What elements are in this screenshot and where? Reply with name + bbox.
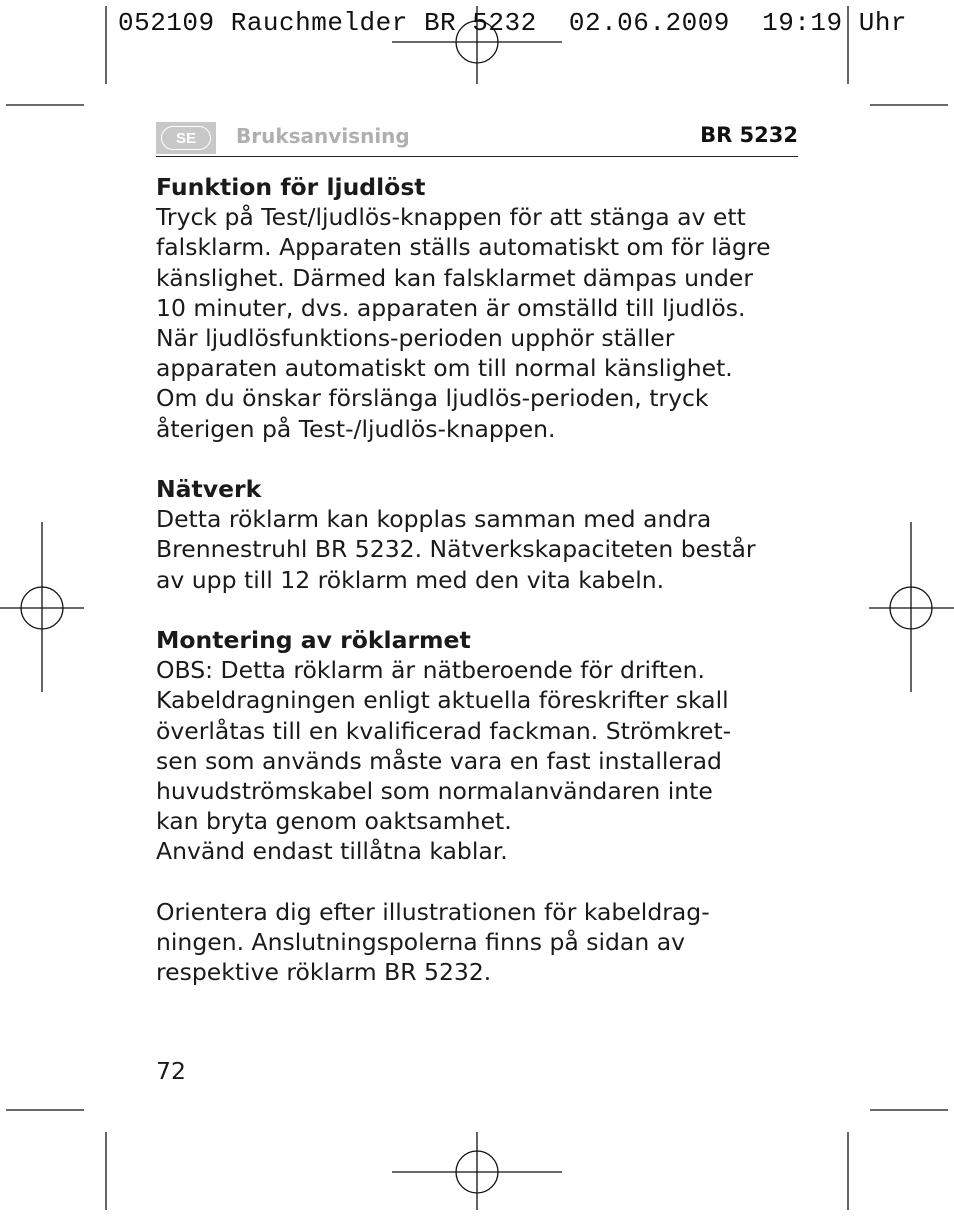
print-slug-line: 052109 Rauchmelder BR 5232 02.06.2009 19:19 Uhr — [118, 8, 908, 38]
text-line: Detta röklarm kan kopplas samman med andra — [156, 505, 712, 534]
language-code: SE — [161, 126, 211, 150]
section-heading: Montering av röklarmet — [156, 626, 471, 655]
text-line: respektive röklarm BR 5232. — [156, 958, 492, 987]
text-line: känslighet. Därmed kan falsklarmet dämpas under — [156, 263, 753, 292]
text-line: sen som används måste vara en fast installerad — [156, 746, 722, 775]
registration-mark-top — [392, 6, 562, 84]
text-line: ningen. Anslutningspolerna finns på sidan av — [156, 928, 686, 957]
text-line: av upp till 12 röklarm med den vita kabeln. — [156, 565, 665, 594]
text-line: apparaten automatiskt om till normal känslighet. — [156, 354, 733, 383]
section-heading: Funktion för ljudlöst — [156, 173, 426, 201]
section-text — [156, 504, 806, 595]
text-line: överlåtas till en kvalificerad fackman. Strömkret- — [156, 716, 732, 745]
language-badge — [156, 122, 216, 154]
model-number: BR 5232 — [700, 123, 798, 147]
section-heading: Nätverk — [156, 475, 262, 504]
text-line: kan bryta genom oaktsamhet. — [156, 807, 512, 836]
manual-section — [156, 897, 806, 988]
manual-section — [156, 172, 806, 444]
registration-mark-bottom — [392, 1132, 562, 1210]
manual-section — [156, 625, 806, 867]
manual-body — [156, 172, 806, 1018]
text-line: 10 minuter, dvs. apparaten är omställd till ljudlös. — [156, 293, 746, 322]
document-title: Bruksanvisning — [236, 124, 410, 148]
registration-mark-right — [869, 522, 954, 692]
text-line: Brennestruhl BR 5232. Nätverkskapaciteten består — [156, 535, 756, 564]
text-line: När ljudlösfunktions-perioden upphör ställer — [156, 324, 675, 353]
text-line: Använd endast tillåtna kablar. — [156, 837, 508, 866]
registration-mark-left — [0, 522, 84, 692]
section-text — [156, 655, 806, 866]
section-text — [156, 202, 806, 444]
page-number: 72 — [156, 1057, 186, 1085]
text-line: huvudströmskabel som normalanvändaren inte — [156, 777, 713, 806]
text-line: Om du önskar förslänga ljudlös-perioden, tryck — [156, 384, 709, 413]
text-line: OBS: Detta röklarm är nätberoende för driften. — [156, 656, 705, 685]
text-line: falsklarm. Apparaten ställs automatiskt om för lägre — [156, 233, 771, 262]
text-line: Kabeldragningen enligt aktuella föreskrifter skall — [156, 686, 729, 715]
text-line: Orientera dig efter illustrationen för kabeldrag- — [156, 897, 710, 926]
section-text — [156, 897, 806, 988]
text-line: återigen på Test-/ljudlös-knappen. — [156, 414, 556, 443]
text-line: Tryck på Test/ljudlös-knappen för att stänga av ett — [156, 203, 746, 232]
manual-section — [156, 474, 806, 595]
page-header — [156, 122, 798, 157]
